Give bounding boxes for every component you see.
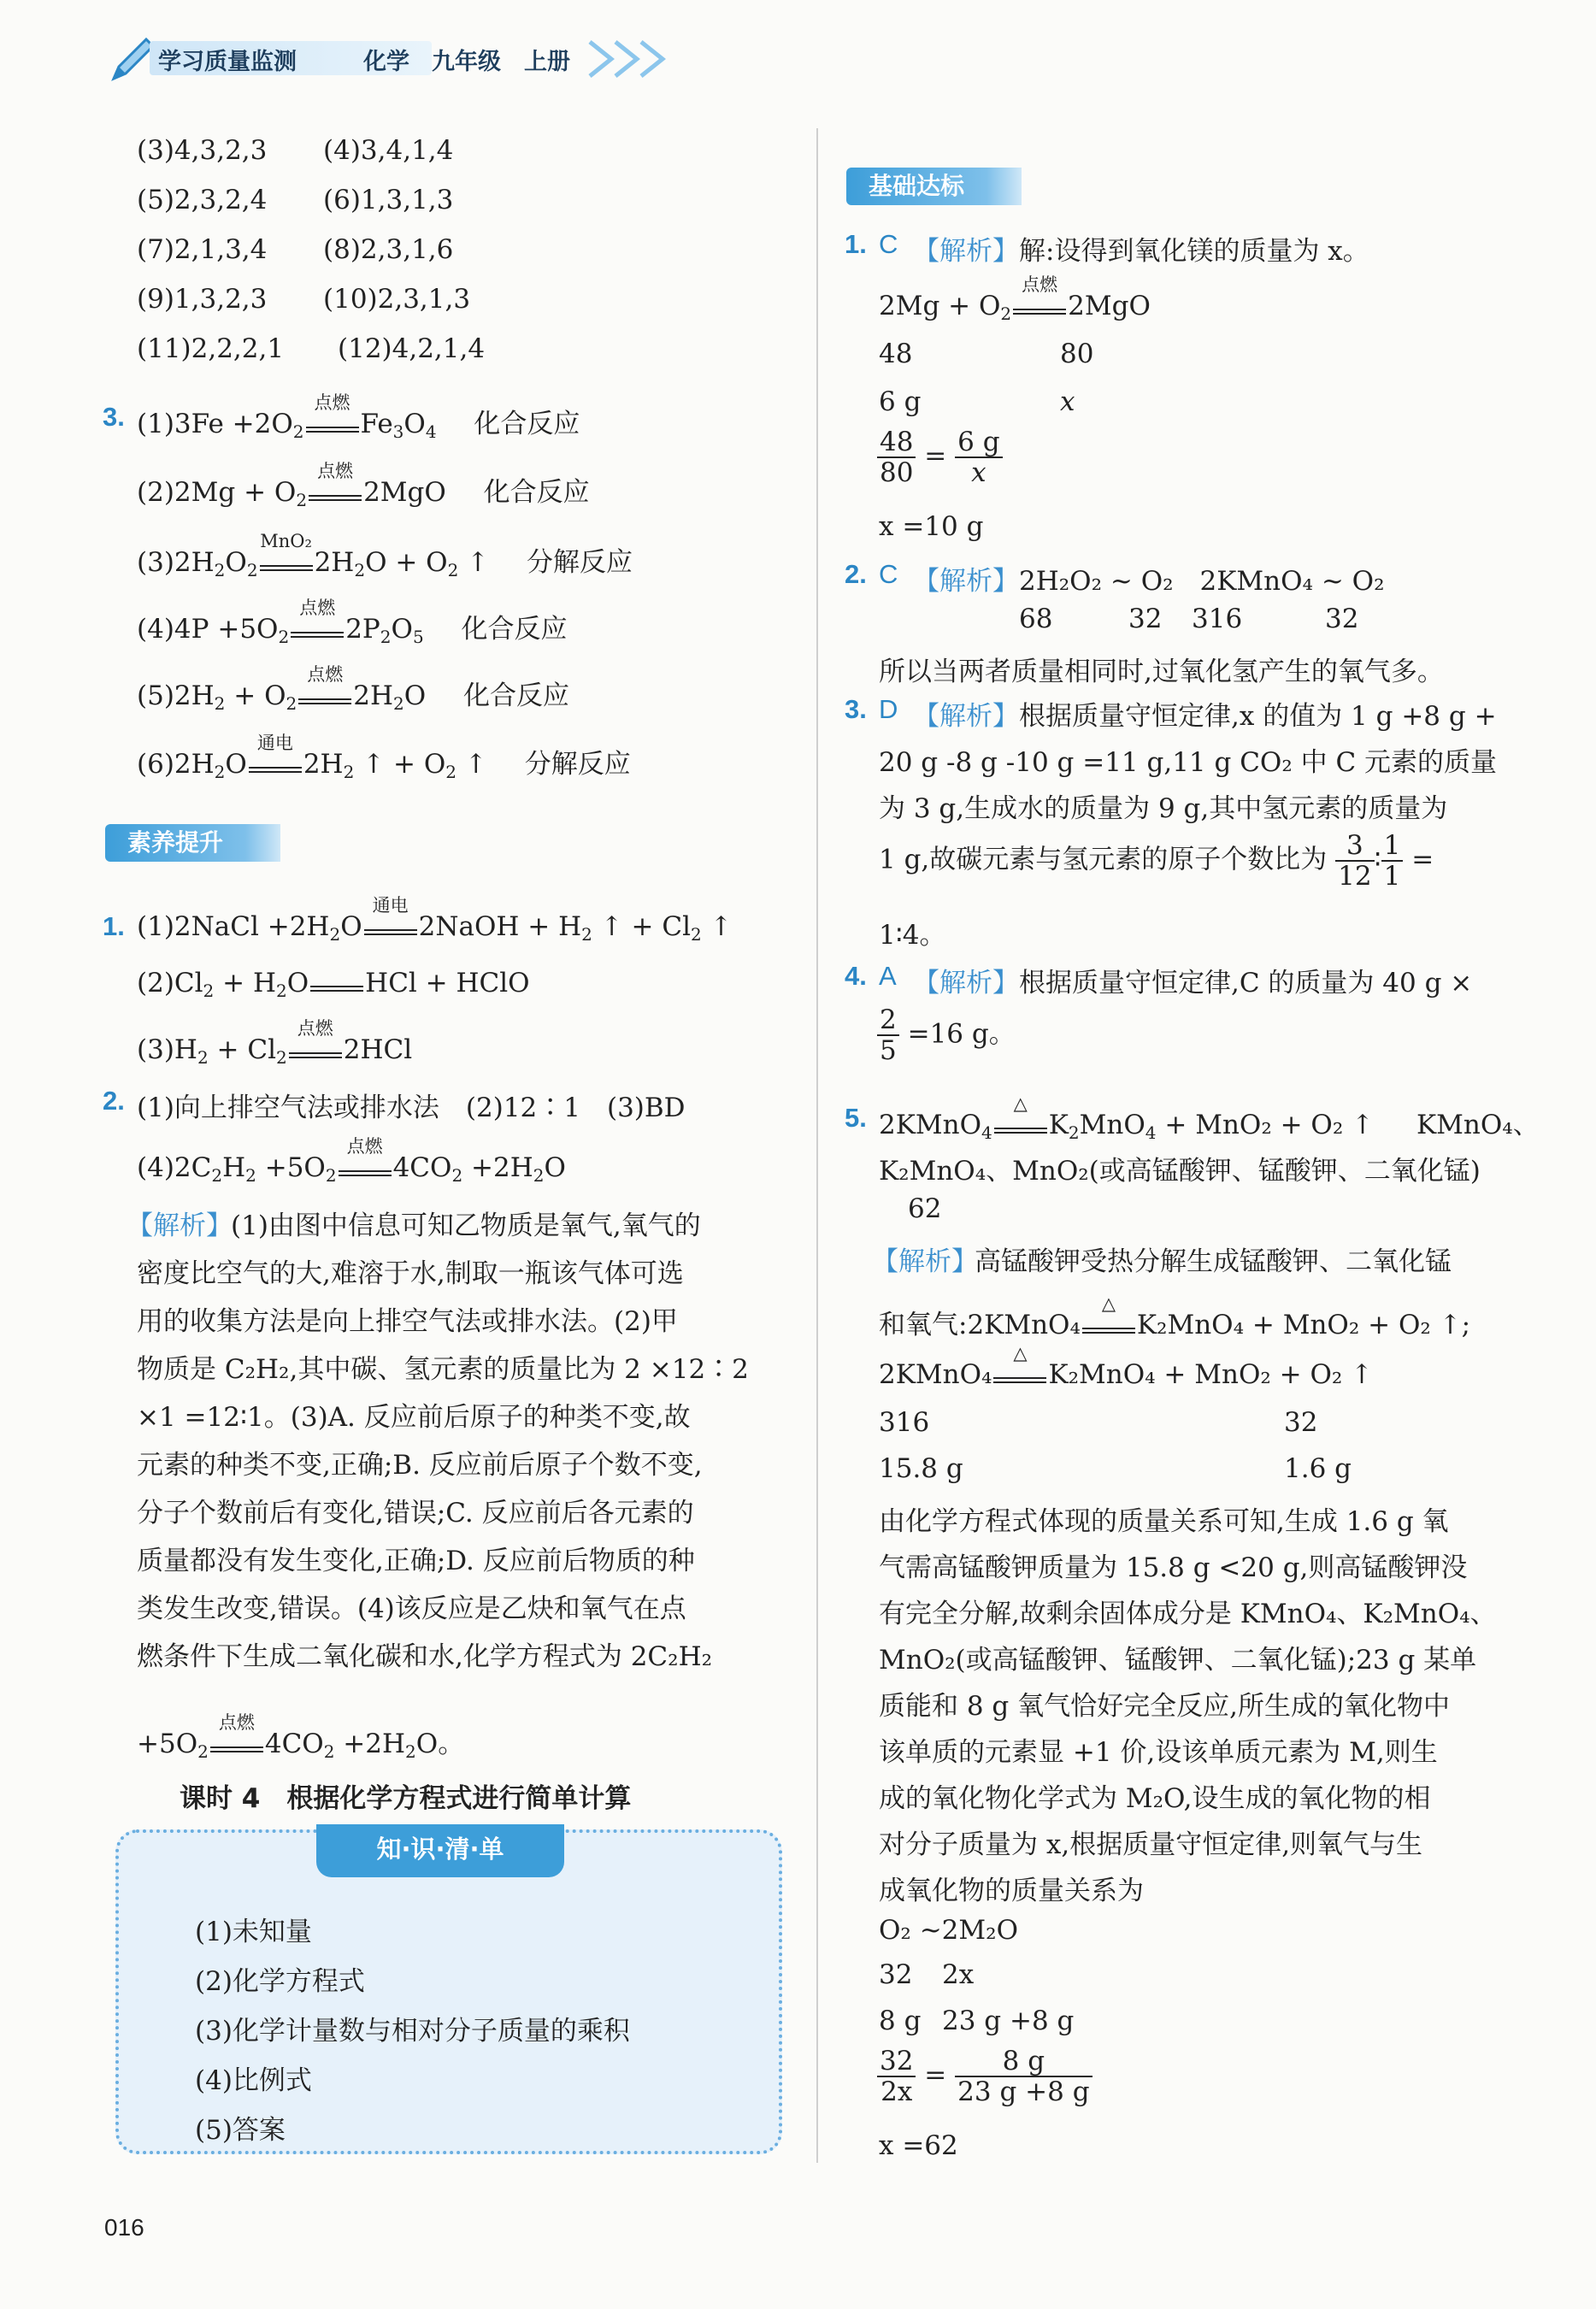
mass-value: 32 <box>1284 1407 1318 1438</box>
mass-value: 32 <box>1325 604 1359 634</box>
analysis-label: 【解析】 <box>913 968 1019 998</box>
equation-line: $(4)2C_2H_2 +5O_2$ 点燃 $4CO_2 +2H_2O$ <box>137 1136 566 1186</box>
question-number: 1. <box>845 229 867 259</box>
equation-line: $(5)2H_2 + O_2$ 点燃 $2H_2O$ 化合反应 <box>137 664 570 714</box>
equation-line: $+5O_2$ 点燃 $4CO_2 +2H_2O$。 <box>137 1712 465 1762</box>
analysis-line: 由化学方程式体现的质量关系可知,生成 1.6 g 氧 <box>879 1506 1449 1537</box>
equation-line: $2Mg + O_2$ 点燃 2MgO <box>879 274 1151 324</box>
list-item: (12)4,2,1,4 <box>338 333 486 364</box>
equation-line: $(6)2H_2O$ 通电 $2H_2$ ↑ + $O_2$ ↑ 分解反应 <box>137 733 631 782</box>
list-item: (3)4,3,2,3 <box>137 135 268 166</box>
question-number: 3. <box>103 402 125 432</box>
list-item: (9)1,3,2,3 <box>137 284 268 315</box>
equation-line: 2KMnO₄ △ K₂MnO₄ + MnO₂ + O₂ ↑ <box>879 1343 1374 1390</box>
list-item: (11)2,2,2,1 <box>137 333 285 364</box>
analysis-label: 【解析】 <box>913 701 1019 732</box>
analysis-line: ×1 =12∶1。(3)A. 反应前后原子的种类不变,故 <box>137 1402 691 1433</box>
mass-value: 2x <box>942 1959 975 1990</box>
answer-choice: C <box>879 229 898 259</box>
box-item: (5)答案 <box>195 2115 286 2146</box>
analysis-line: 成氧化物的质量关系为 <box>879 1876 1144 1906</box>
list-item: (10)2,3,1,3 <box>323 284 471 315</box>
analysis-line: 元素的种类不变,正确;B. 反应前后原子个数不变, <box>137 1450 703 1481</box>
mass-value: 80 <box>1060 339 1094 369</box>
analysis-line: MnO₂(或高锰酸钾、锰酸钾、二氧化锰);23 g 某单 <box>879 1645 1477 1676</box>
knowledge-box-title: 知·识·清·单 <box>316 1824 564 1877</box>
equation-line: $(1)3Fe +2O_2$ 点燃 $Fe_3O_4$ 化合反应 <box>137 392 580 442</box>
list-item: (5)2,3,2,4 <box>137 185 268 215</box>
mass-value: 8 g <box>879 2006 922 2036</box>
analysis-label: 【解析】 <box>913 566 1019 597</box>
equation-line: $(2)Cl_2 + H_2O$ HCl + HClO <box>137 968 530 1001</box>
proportion: $\frac{32}{2x}$ = $\frac{8 g}{23 g +8 g}$ <box>877 2047 1092 2106</box>
list-item: (7)2,1,3,4 <box>137 234 268 265</box>
analysis-line: 用的收集方法是向上排空气法或排水法。(2)甲 <box>137 1306 678 1337</box>
question-number: 1. <box>103 911 125 941</box>
mass-value: 48 <box>879 339 913 369</box>
equation-line: (1)2NaCl $+2H_2O$ 通电 2NaOH + $H_2$ ↑ + $Cl_2$ ↑ <box>137 895 733 945</box>
result: x =10 g <box>879 511 984 542</box>
analysis-line: 质量都没有发生变化,正确;D. 反应前后物质的种 <box>137 1546 695 1576</box>
analysis-line: 类发生改变,错误。(4)该反应是乙炔和氧气在点 <box>137 1593 686 1624</box>
list-item: (8)2,3,1,6 <box>323 234 454 265</box>
mass-value: 15.8 g <box>879 1453 963 1484</box>
series-title: 学习质量监测 <box>158 49 297 75</box>
question-number: 4. <box>845 961 867 991</box>
analysis-line: (1)由图中信息可知乙物质是氧气,氧气的 <box>231 1210 701 1241</box>
analysis-line: 该单质的元素显 +1 价,设该单质元素为 M,则生 <box>879 1737 1438 1768</box>
list-item: (4)3,4,1,4 <box>323 135 454 166</box>
analysis-line: 燃条件下生成二氧化碳和水,化学方程式为 2C₂H₂ <box>137 1641 713 1672</box>
question-number: 3. <box>845 694 867 724</box>
mass-value: 32 <box>1128 604 1163 634</box>
mass-value: 1.6 g <box>1284 1453 1352 1484</box>
question-number: 2. <box>103 1086 125 1116</box>
question-number: 5. <box>845 1103 867 1133</box>
analysis-line: 密度比空气的大,难溶于水,制取一瓶该气体可选 <box>137 1258 684 1289</box>
analysis-line: 有完全分解,故剩余固体成分是 KMnO₄、K₂MnO₄、 <box>879 1599 1497 1629</box>
equation-line: 2KMnO$_4$ △ $K_2MnO_4 + MnO_2 + O_2$ ↑ KMnO₄、 <box>879 1093 1540 1143</box>
equation-line: $(3)2H_2O_2$ MnO₂ $2H_2O + O_2$ ↑ 分解反应 <box>137 531 633 580</box>
analysis-line: $\frac{2}{5}$ =16 g。 <box>877 1005 1016 1065</box>
answer-choice: A <box>879 961 897 991</box>
box-item: (2)化学方程式 <box>195 1966 365 1997</box>
analysis-line: 根据质量守恒定律,C 的质量为 40 g × <box>1019 968 1473 998</box>
mass-value: 32 <box>879 1959 913 1990</box>
analysis-line: 分子个数前后有变化,错误;C. 反应前后各元素的 <box>137 1498 694 1529</box>
page-number: 016 <box>104 2214 144 2241</box>
mass-value: 316 <box>1192 604 1243 634</box>
result: x =62 <box>879 2130 958 2161</box>
chevrons-icon <box>586 38 688 80</box>
analysis-line: 成的氧化物化学式为 M₂O,设生成的氧化物的相 <box>879 1783 1431 1814</box>
analysis-line: 质能和 8 g 氧气恰好完全反应,所生成的氧化物中 <box>879 1691 1450 1722</box>
analysis-line: 根据质量守恒定律,x 的值为 1 g +8 g + <box>1019 701 1497 732</box>
analysis-line: 高锰酸钾受热分解生成锰酸钾、二氧化锰 <box>975 1246 1452 1277</box>
box-item: (4)比例式 <box>195 2065 312 2096</box>
subject: 化学 <box>363 49 409 75</box>
mass-value: 23 g +8 g <box>942 2006 1075 2036</box>
question-number: 2. <box>845 559 867 589</box>
analysis-line: 气需高锰酸钾质量为 15.8 g <20 g,则高锰酸钾没 <box>879 1552 1468 1583</box>
mass-value: 6 g <box>879 386 922 417</box>
analysis-line: 所以当两者质量相同时,过氧化氢产生的氧气多。 <box>879 657 1444 687</box>
answer-line: K₂MnO₄、MnO₂(或高锰酸钾、锰酸钾、二氧化锰) <box>879 1156 1481 1187</box>
analysis-line: 20 g -8 g -10 g =11 g,11 g CO₂ 中 C 元素的质量 <box>879 747 1498 778</box>
equation-line: $(3)H_2 + Cl_2$ 点燃 2HCl <box>137 1018 413 1068</box>
analysis-line: 解:设得到氧化镁的质量为 x。 <box>1019 236 1369 267</box>
analysis-label: 【解析】 <box>872 1246 978 1277</box>
analysis-label: 【解析】 <box>913 236 1019 267</box>
answer-choice: C <box>879 559 898 589</box>
box-item: (3)化学计量数与相对分子质量的乘积 <box>195 2016 630 2047</box>
list-item: (6)1,3,1,3 <box>323 185 454 215</box>
answer-line: 62 <box>908 1193 942 1224</box>
mass-value: 68 <box>1019 604 1053 634</box>
box-item: (1)未知量 <box>195 1917 312 1947</box>
equation-line: $(4)4P +5O_2$ 点燃 $2P_2O_5$ 化合反应 <box>137 598 568 647</box>
analysis-line: 1 g,故碳元素与氢元素的原子个数比为 $\frac{3}{12}$ ∶ $\frac{1}{1}$ = <box>879 830 1434 892</box>
section-tag-suyang: 素养提升 <box>105 824 280 862</box>
analysis-line: 物质是 C₂H₂,其中碳、氢元素的质量比为 2 ×12∶2 <box>137 1354 749 1385</box>
analysis-line: 为 3 g,生成水的质量为 9 g,其中氢元素的质量为 <box>879 793 1448 824</box>
mass-value: x <box>1060 386 1075 417</box>
relation: O₂ ~2M₂O <box>879 1915 1018 1946</box>
mass-value: 316 <box>879 1407 930 1438</box>
analysis-line: 1∶4。 <box>879 920 946 951</box>
section-tag-jichu: 基础达标 <box>846 168 1022 205</box>
volume: 上册 <box>524 49 570 75</box>
answer-line: (1)向上排空气法或排水法 (2)12∶1 (3)BD <box>137 1093 686 1123</box>
answer-choice: D <box>879 694 898 724</box>
equation-line: 和氧气:2KMnO₄ △ K₂MnO₄ + MnO₂ + O₂ ↑; <box>879 1293 1471 1340</box>
column-divider <box>816 128 818 2163</box>
proportion: $\frac{48}{80}$ = $\frac{6 g}{x}$ <box>877 427 1003 487</box>
analysis-line: 2H₂O₂ ~ O₂ 2KMnO₄ ~ O₂ <box>1019 566 1385 597</box>
lesson-title: 课时 4 根据化学方程式进行简单计算 <box>180 1783 632 1814</box>
equation-line: $(2)2Mg + O_2$ 点燃 2MgO 化合反应 <box>137 461 590 510</box>
grade: 九年级 <box>432 49 501 75</box>
analysis-line: 对分子质量为 x,根据质量守恒定律,则氧气与生 <box>879 1829 1423 1860</box>
analysis-label: 【解析】 <box>127 1210 233 1241</box>
